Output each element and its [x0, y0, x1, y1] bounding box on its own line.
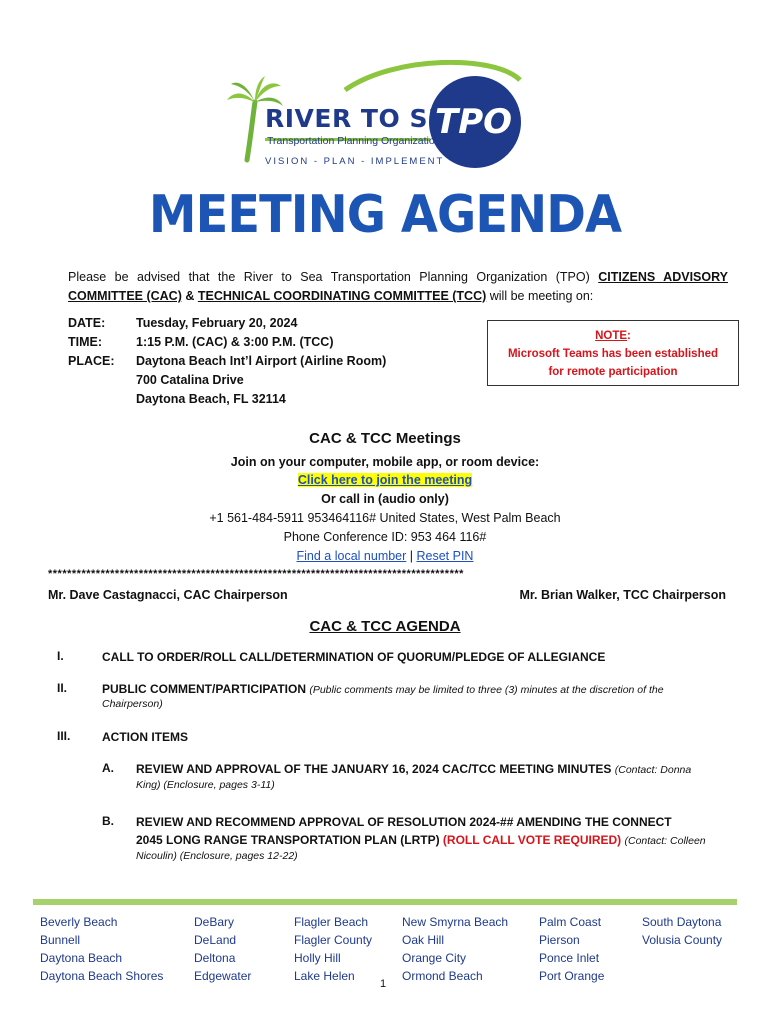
- sub-item-b-number: B.: [102, 814, 114, 828]
- sub-item-b-line1: REVIEW AND RECOMMEND APPROVAL OF RESOLUTION 2024-## AMENDING THE CONNECT: [136, 815, 672, 829]
- intro-paragraph: [68, 268, 728, 306]
- footer-column-3: [294, 913, 372, 985]
- find-local-number-link[interactable]: Find a local number: [296, 549, 407, 563]
- sub-item-a-contact: (Contact: Donna: [614, 764, 692, 776]
- time-label: TIME:: [68, 335, 103, 349]
- page-number: 1: [380, 978, 387, 990]
- tcc-chairperson: Mr. Brian Walker, TCC Chairperson: [519, 588, 726, 602]
- place-label: PLACE:: [68, 354, 115, 368]
- member-orange-city: Orange City: [402, 951, 467, 965]
- footer-column-5: [539, 913, 604, 985]
- agenda-heading: CAC & TCC AGENDA: [309, 618, 461, 635]
- link-separator: |: [406, 549, 417, 563]
- note-colon: :: [627, 330, 631, 342]
- note-line1: Microsoft Teams has been established: [507, 348, 719, 360]
- join-text: Join on your computer, mobile app, or room device:: [230, 455, 540, 469]
- agenda-item-1-number: I.: [57, 649, 64, 663]
- phone-number: +1 561-484-5911 953464116# United States, West Palm Beach: [209, 511, 561, 525]
- member-port-orange: Port Orange: [539, 969, 605, 983]
- member-new-smyrna-beach: New Smyrna Beach: [402, 915, 509, 929]
- footer-divider: [33, 899, 737, 905]
- member-palm-coast: Palm Coast: [539, 915, 602, 929]
- member-debary: DeBary: [194, 915, 235, 929]
- sub-item-b-contact: (Contact: Colleen: [624, 835, 706, 847]
- sub-item-a-contact-line2: King) (Enclosure, pages 3-11): [136, 779, 275, 791]
- footer-column-1: [40, 913, 163, 985]
- member-south-daytona: South Daytona: [642, 915, 722, 929]
- intro-prefix: Please be advised that the River to Sea Transportation Planning Organization (TPO): [68, 270, 599, 284]
- intro-suffix: will be meeting on:: [486, 289, 594, 303]
- member-beverly-beach: Beverly Beach: [40, 915, 118, 929]
- cac-chairperson: Mr. Dave Castagnacci, CAC Chairperson: [48, 588, 288, 602]
- date-value: Tuesday, February 20, 2024: [136, 316, 298, 330]
- footer-column-4: [402, 913, 508, 985]
- sub-item-a-title: REVIEW AND APPROVAL OF THE JANUARY 16, 2024 CAC/TCC MEETING MINUTES: [136, 762, 612, 776]
- member-ponce-inlet: Ponce Inlet: [539, 951, 600, 965]
- join-meeting-link[interactable]: Click here to join the meeting: [297, 473, 473, 487]
- roll-call-notice: (ROLL CALL VOTE REQUIRED): [442, 833, 622, 847]
- sub-item-a-text: [136, 760, 736, 779]
- note-line2: for remote participation: [548, 366, 678, 378]
- note-label: NOTE: [595, 330, 628, 342]
- page-title: MEETING AGENDA: [148, 185, 622, 245]
- note-box: [487, 320, 739, 386]
- reset-pin-link[interactable]: Reset PIN: [416, 549, 474, 563]
- sub-item-b-contact-line2: Nicoulin) (Enclosure, pages 12-22): [136, 850, 298, 862]
- member-deltona: Deltona: [194, 951, 236, 965]
- member-daytona-beach-shores: Daytona Beach Shores: [40, 969, 164, 983]
- member-lake-helen: Lake Helen: [294, 969, 355, 983]
- logo-subtitle: Transportation Planning Organization: [267, 135, 441, 147]
- logo-badge: TPO: [435, 102, 513, 142]
- time-value: 1:15 P.M. (CAC) & 3:00 P.M. (TCC): [136, 335, 334, 349]
- place-line3: Daytona Beach, FL 32114: [136, 392, 286, 406]
- sub-item-b-line2: 2045 LONG RANGE TRANSPORTATION PLAN (LRTP): [136, 833, 440, 847]
- intro-tcc: TECHNICAL COORDINATING COMMITTEE (TCC): [197, 289, 487, 303]
- member-holly-hill: Holly Hill: [294, 951, 341, 965]
- star-divider: ***************************************************************************************: [48, 568, 464, 580]
- place-line1: Daytona Beach Int’l Airport (Airline Room): [136, 354, 387, 368]
- conference-id: Phone Conference ID: 953 464 116#: [283, 530, 487, 544]
- member-bunnell: Bunnell: [40, 933, 81, 947]
- footer-column-2: [194, 913, 251, 985]
- place-line2: 700 Catalina Drive: [136, 373, 244, 387]
- sub-item-a-number: A.: [102, 761, 114, 775]
- agenda-item-2-number: II.: [57, 681, 68, 695]
- call-in-text: Or call in (audio only): [321, 492, 449, 506]
- member-flagler-county: Flagler County: [294, 933, 373, 947]
- tpo-logo: [225, 60, 525, 175]
- member-oak-hill: Oak Hill: [402, 933, 445, 947]
- member-deland: DeLand: [194, 933, 237, 947]
- member-flagler-beach: Flagler Beach: [294, 915, 369, 929]
- sub-item-b-line2-row: [136, 831, 736, 850]
- footer-column-6: [642, 913, 722, 949]
- logo-tagline: VISION - PLAN - IMPLEMENT: [265, 156, 445, 167]
- agenda-item-2-text: [102, 680, 732, 699]
- meetings-heading: CAC & TCC Meetings: [309, 430, 461, 447]
- member-daytona-beach: Daytona Beach: [40, 951, 123, 965]
- agenda-item-2-note-line2: Chairperson): [102, 698, 163, 710]
- agenda-item-3-text: ACTION ITEMS: [102, 730, 188, 744]
- dotted-divider: [40, 416, 730, 424]
- join-link-row: [0, 473, 770, 487]
- agenda-item-1-text: CALL TO ORDER/ROLL CALL/DETERMINATION OF QUORUM/PLEDGE OF ALLEGIANCE: [102, 650, 606, 664]
- agenda-item-2-title: PUBLIC COMMENT/PARTICIPATION: [102, 682, 306, 696]
- date-label: DATE:: [68, 316, 106, 330]
- local-links-row: [0, 549, 770, 563]
- agenda-item-3-number: III.: [57, 729, 71, 743]
- intro-cac: CITIZENS ADVISORY COMMITTEE (CAC): [68, 270, 729, 303]
- member-pierson: Pierson: [539, 933, 580, 947]
- logo-name: RIVER TO SEA: [265, 104, 466, 133]
- member-ormond-beach: Ormond Beach: [402, 969, 483, 983]
- intro-amp: &: [181, 289, 198, 303]
- agenda-item-2-note: (Public comments may be limited to three (3) minutes at the discretion of the: [309, 684, 664, 696]
- member-edgewater: Edgewater: [194, 969, 252, 983]
- member-volusia-county: Volusia County: [642, 933, 723, 947]
